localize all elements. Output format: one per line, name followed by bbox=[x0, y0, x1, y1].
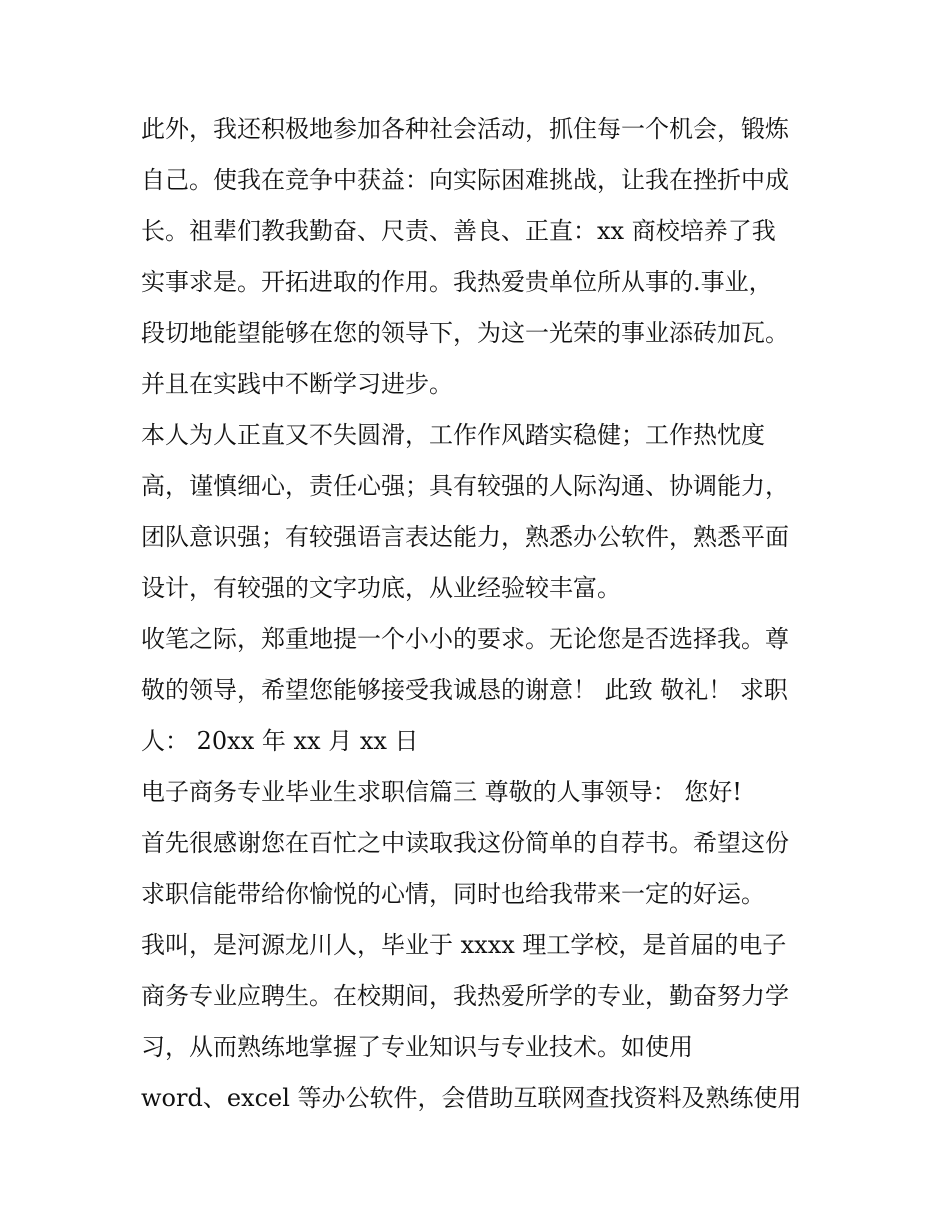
text-line: 高，谨慎细心，责任心强；具有较强的人际沟通、协调能力， bbox=[141, 472, 789, 500]
text-line: 此外，我还积极地参加各种社会活动，抓住每一个机会，锻炼 bbox=[141, 115, 789, 143]
text-line: 首先很感谢您在百忙之中读取我这份简单的自荐书。希望这份 bbox=[141, 829, 789, 857]
text-line: 长。祖辈们教我勤奋、尺责、善良、正直：xx 商校培养了我 bbox=[141, 217, 776, 245]
text-line: 设计，有较强的文字功底，从业经验较丰富。 bbox=[141, 574, 621, 602]
text-line: 段切地能望能够在您的领导下，为这一光荣的事业添砖加瓦。 bbox=[141, 319, 789, 347]
text-line: 收笔之际，郑重地提一个小小的要求。无论您是否选择我。尊 bbox=[141, 625, 789, 653]
text-line: 并且在实践中不断学习进步。 bbox=[141, 370, 453, 398]
text-line: 实事求是。开拓进取的作用。我热爱贵单位所从事的.事业， bbox=[141, 268, 773, 296]
text-line: 自己。使我在竞争中获益：向实际困难挑战，让我在挫折中成 bbox=[141, 166, 789, 194]
text-line: 我叫，是河源龙川人，毕业于 xxxx 理工学校，是首届的电子 bbox=[141, 931, 787, 959]
text-line: word、excel 等办公软件，会借助互联网查找资料及熟练使用 bbox=[141, 1084, 802, 1112]
text-line: 商务专业应聘生。在校期间，我热爱所学的专业，勤奋努力学 bbox=[141, 982, 789, 1010]
text-line: 团队意识强；有较强语言表达能力，熟悉办公软件，熟悉平面 bbox=[141, 523, 789, 551]
text-line: 习，从而熟练地掌握了专业知识与专业技术。如使用 bbox=[141, 1033, 693, 1061]
text-line: 敬的领导，希望您能够接受我诚恳的谢意！ 此致 敬礼！ 求职 bbox=[141, 676, 788, 704]
text-line: 电子商务专业毕业生求职信篇三 尊敬的人事领导： 您好! bbox=[141, 778, 742, 806]
text-line: 人： 20xx 年 xx 月 xx 日 bbox=[141, 727, 419, 755]
text-line: 求职信能带给你愉悦的心情，同时也给我带来一定的好运。 bbox=[141, 880, 765, 908]
text-line: 本人为人正直又不失圆滑，工作作风踏实稳健；工作热忱度 bbox=[141, 421, 765, 449]
